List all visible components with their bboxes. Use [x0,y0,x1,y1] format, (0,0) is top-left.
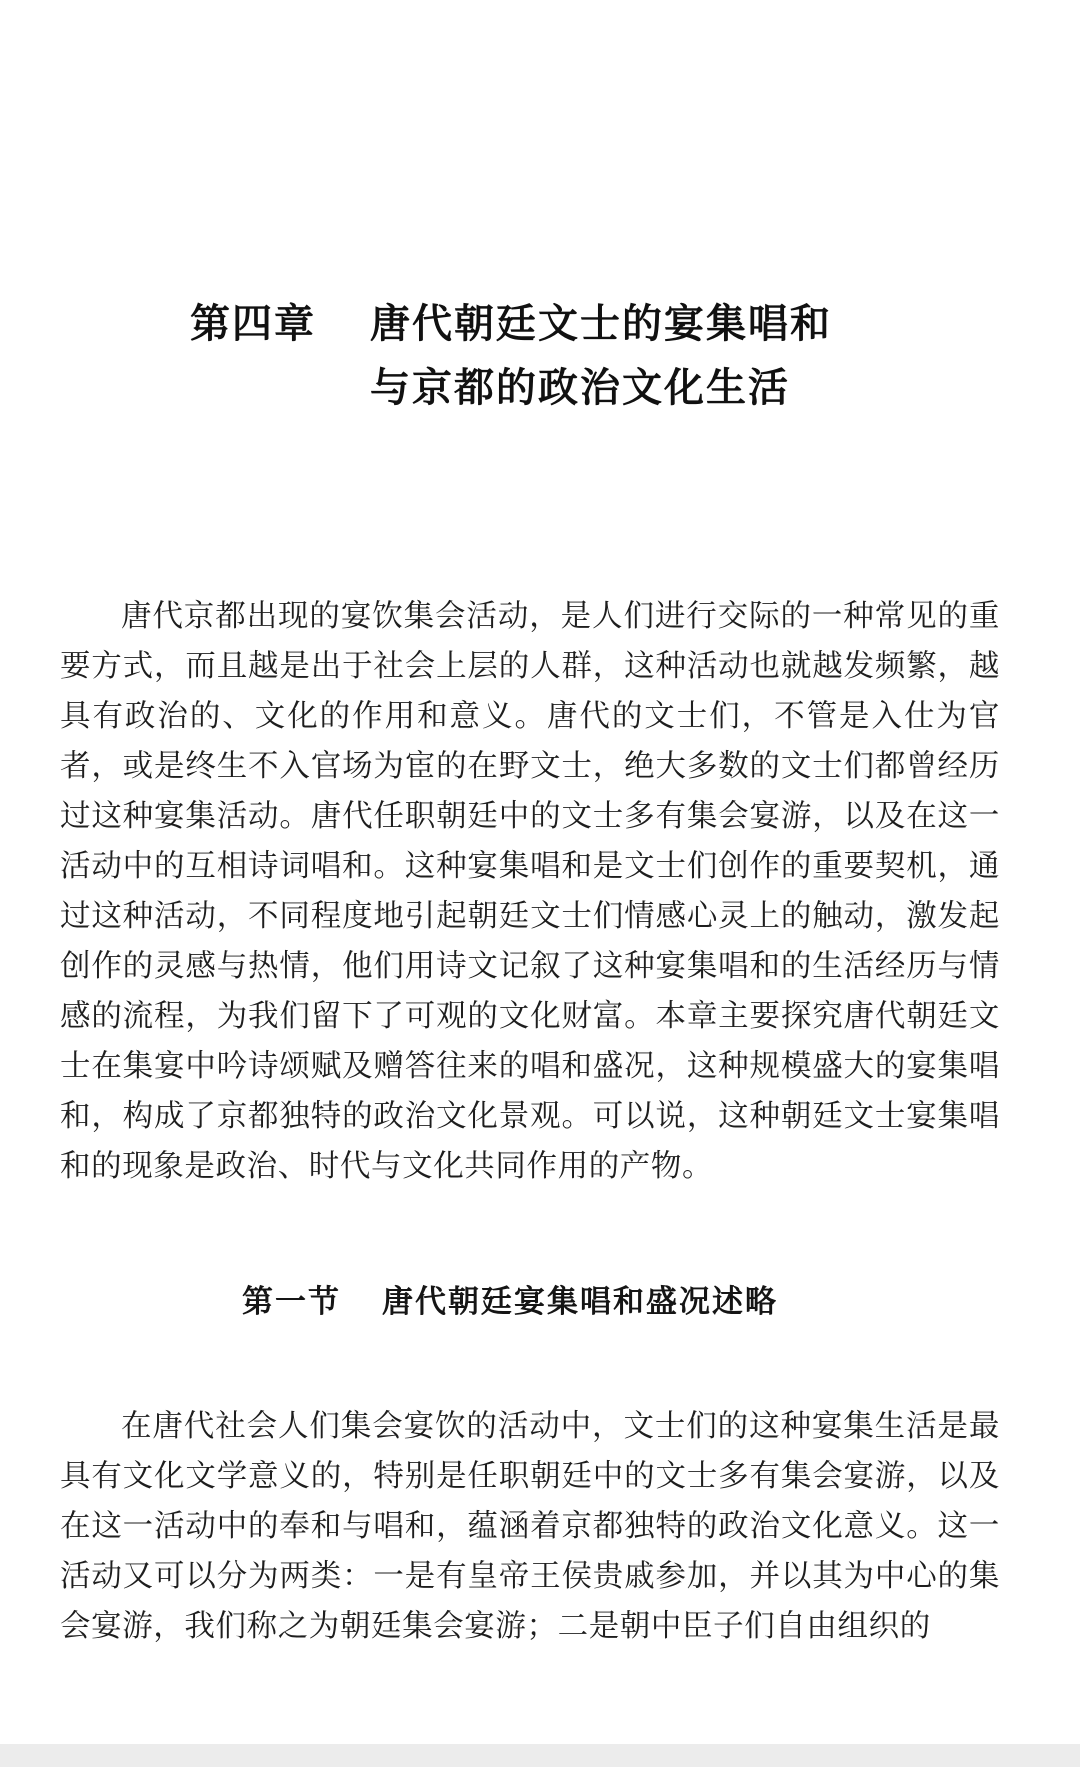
chapter-title [190,292,950,420]
section-title [242,1280,778,1324]
chapter-label: 第四章 [190,300,316,347]
section-title-text: 唐代朝廷宴集唱和盛况述略 [382,1284,778,1320]
page-bottom-edge [0,1744,1080,1767]
chapter-title-line-1 [190,292,950,356]
chapter-title-line-2: 与京都的政治文化生活 [370,364,790,411]
intro-paragraph: 唐代京都出现的宴饮集会活动，是人们进行交际的一种常见的重要方式，而且越是出于社会上层的人群，这种活动也就越发频繁，越具有政治的、文化的作用和意义。唐代的文士们，不管是入仕为官者，或是终生不入官场为宦的在野文士，绝大多数的文士们都曾经历过这种宴集活动。唐代任职朝廷中的文士多有集会宴游，以及在这一活动中的互相诗词唱和。这种宴集唱和是文士们创作的重要契机，通过这种活动，不同程度地引起朝廷文士们情感心灵上的触动，激发起创作的灵感与热情，他们用诗文记叙了这种宴集唱和的生活经历与情感的流程，为我们留下了可观的文化财富。本章主要探究唐代朝廷文士在集宴中吟诗颂赋及赠答往来的唱和盛况，这种规模盛大的宴集唱和，构成了京都独特的政治文化景观。可以说，这种朝廷文士宴集唱和的现象是政治、时代与文化共同作用的产物。 [60,599,1000,1184]
section-label: 第一节 [242,1284,341,1320]
chapter-title-text-1: 唐代朝廷文士的宴集唱和 [370,300,832,347]
section-paragraph: 在唐代社会人们集会宴饮的活动中，文士们的这种宴集生活是最具有文化文学意义的，特别是任职朝廷中的文士多有集会宴游，以及在这一活动中的奉和与唱和，蕴涵着京都独特的政治文化意义。这一活动又可以分为两类：一是有皇帝王侯贵戚参加，并以其为中心的集会宴游，我们称之为朝廷集会宴游；二是朝中臣子们自由组织的 [60,1409,1000,1644]
